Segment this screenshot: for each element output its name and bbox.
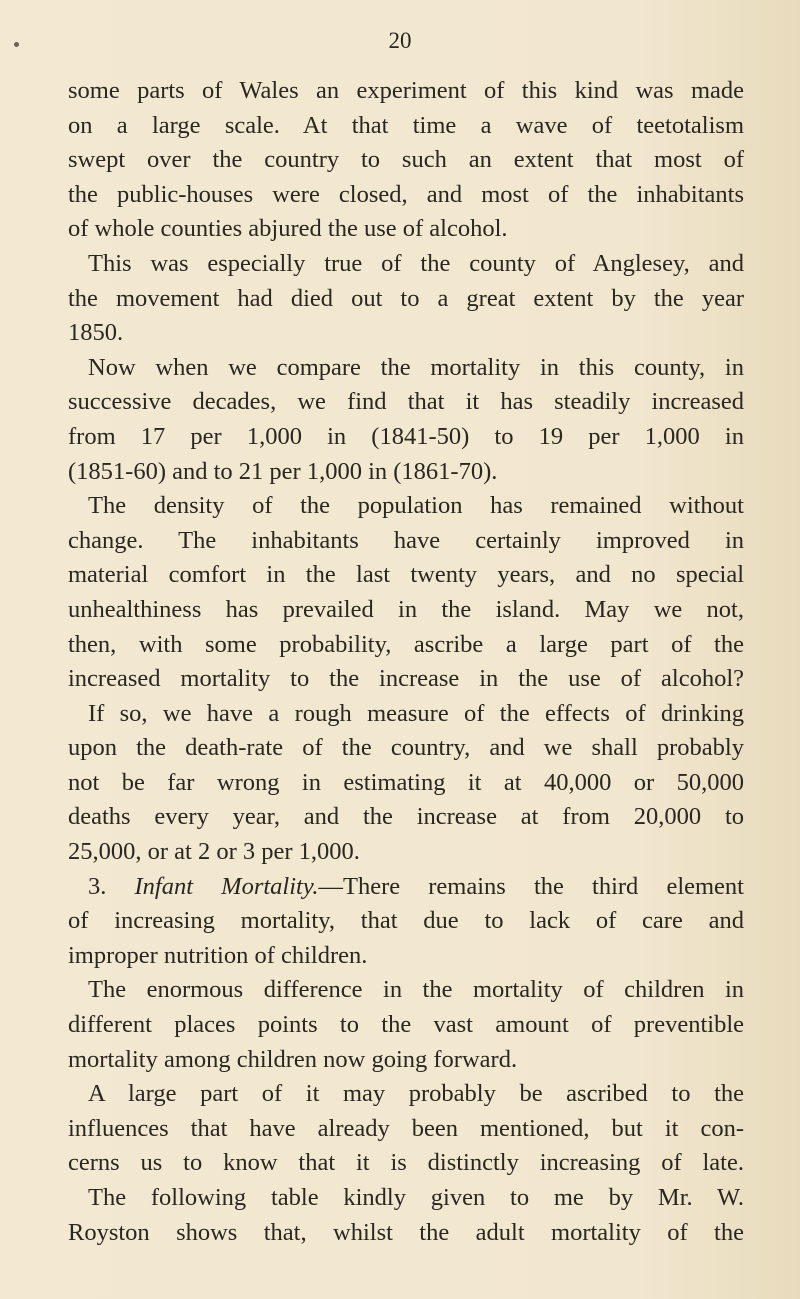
text-line: The following table kindly given to me by Mr. W.	[88, 1184, 744, 1211]
text-line: If so, we have a rough measure of the effects of drinking	[88, 699, 744, 727]
section-number: 3.	[88, 872, 107, 900]
text-line: 25,000, or at 2 or 3 per 1,000.	[68, 838, 360, 866]
text-line: then, with some probability, ascribe a large part of the	[68, 630, 744, 658]
section-title: Infant Mortality.	[134, 872, 319, 900]
text-line: Royston shows that, whilst the adult mortality of the	[68, 1218, 744, 1246]
text-line: material comfort in the last twenty years, and no special	[68, 561, 744, 589]
text-line: the public-houses were closed, and most of the inhabitants	[68, 180, 744, 208]
text-line: The density of the population has remained without	[88, 492, 744, 520]
text-line: not be far wrong in estimating it at 40,000 or 50,000	[68, 768, 744, 796]
text-line: mortality among children now going forward.	[68, 1045, 518, 1073]
text-line: upon the death-rate of the country, and we shall probably	[68, 734, 744, 762]
section-intro: —There remains the third element	[318, 872, 744, 900]
text-line: successive decades, we find that it has steadily increased	[68, 388, 744, 416]
text-line: on a large scale. At that time a wave of teetotalism	[68, 111, 744, 139]
text-line: increased mortality to the increase in the use of alcohol?	[68, 665, 744, 693]
text-line: change. The inhabitants have certainly improved in	[68, 526, 744, 554]
text-line: cerns us to know that it is distinctly increasing of late.	[68, 1149, 744, 1177]
text-line: from 17 per 1,000 in (1841-50) to 19 per 1,000 in	[68, 422, 744, 450]
text-line: influences that have already been mentioned, but it con-	[68, 1114, 744, 1142]
section-heading-line	[68, 870, 744, 905]
text-line: unhealthiness has prevailed in the island. May we not,	[68, 595, 744, 623]
text-line: The enormous difference in the mortality of children in	[88, 976, 744, 1004]
text-line: swept over the country to such an extent that most of	[68, 146, 744, 174]
body-text	[68, 74, 744, 1250]
text-line: (1851-60) and to 21 per 1,000 in (1861-70).	[68, 457, 498, 485]
text-line: the movement had died out to a great extent by the year	[68, 284, 744, 312]
page-number: 20	[388, 28, 412, 53]
text-line: of increasing mortality, that due to lack of care and	[68, 907, 744, 935]
text-line: of whole counties abjured the use of alcohol.	[68, 215, 508, 243]
text-line: This was especially true of the county of Anglesey, and	[88, 249, 744, 277]
text-line: improper nutrition of children.	[68, 941, 368, 969]
text-line: deaths every year, and the increase at from 20,000 to	[68, 803, 744, 831]
text-line: some parts of Wales an experiment of this kind was made	[68, 77, 744, 104]
text-line: different places points to the vast amount of preventible	[68, 1011, 744, 1039]
text-line: 1850.	[68, 319, 124, 347]
text-line: A large part of it may probably be ascribed to the	[88, 1080, 744, 1108]
text-line: Now when we compare the mortality in this county, in	[88, 353, 744, 381]
